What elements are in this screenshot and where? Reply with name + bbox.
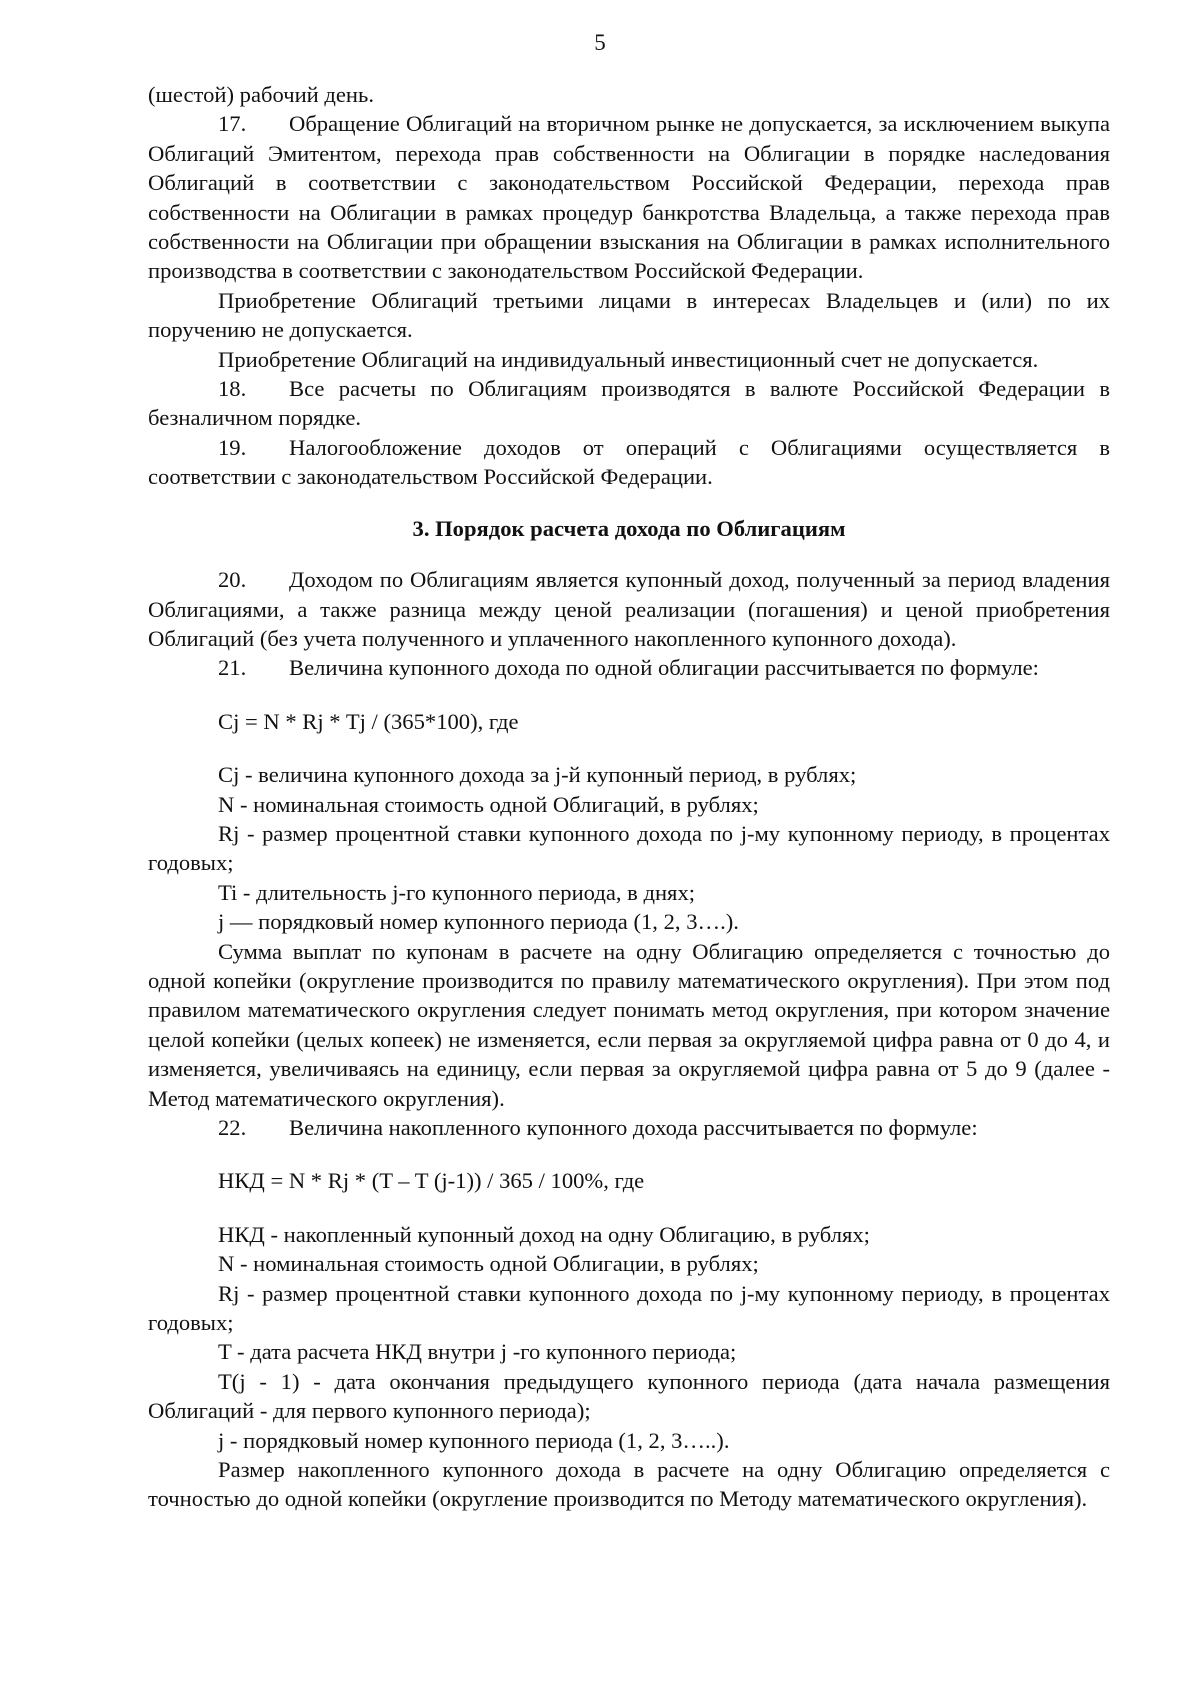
paragraph-22 (148, 1113, 1110, 1142)
page-number: 5 (594, 30, 606, 55)
paragraph-17 (148, 109, 1110, 285)
definition-cj: Cj - величина купонного дохода за j-й купонный период, в рублях; (218, 762, 857, 788)
definition-n-2: N - номинальная стоимость одной Облигации, в рублях; (218, 1251, 759, 1277)
paragraph-18-text: Все расчеты по Облигациям производятся в валюте Российской Федерации в безналичном порядке. (148, 376, 1110, 431)
formula-accrued: НКД = N * Rj * (T – T (j-1)) / 365 / 100%, где (218, 1168, 645, 1194)
definition-rj: Rj - размер процентной ставки купонного дохода по j-му купонному периоду, в процентах годовых; (148, 820, 1110, 876)
paragraph-21 (148, 653, 1110, 682)
paragraph-20-text: Доходом по Облигациям является купонный доход, полученный за период владения Облигациями, а также разница между ценой реализации (погашения) и ценой приобретения Облигаций (без учета полученного и уплаченного накопленного купонного дохода). (148, 567, 1110, 651)
paragraph-22-text: Величина накопленного купонного дохода рассчитывается по формуле: (289, 1115, 978, 1140)
paragraph-continuation: (шестой) рабочий день. (148, 82, 374, 107)
paragraph-20 (148, 565, 1110, 653)
section-heading: 3. Порядок расчета дохода по Облигациям (412, 515, 846, 541)
paragraph-19-text: Налогообложение доходов от операций с Облигациями осуществляется в соответствии с законодательством Российской Федерации. (148, 434, 1110, 490)
paragraph-19 (148, 433, 1110, 492)
paragraph-18 (148, 374, 1110, 433)
definition-j: j — порядковый номер купонного периода (1, 2, 3….). (218, 909, 739, 935)
definition-j-2: j - порядковый номер купонного периода (1, 2, 3…..). (218, 1427, 730, 1453)
item-number-18: 18. (218, 376, 247, 402)
paragraph-17-b: Приобретение Облигаций на индивидуальный инвестиционный счет не допускается. (218, 346, 1039, 372)
definition-t-prev: T(j - 1) - дата окончания предыдущего купонного периода (дата начала размещения Облигаций - для первого купонного периода); (148, 1368, 1110, 1424)
definition-n: N - номинальная стоимость одной Облигаций, в рублях; (218, 791, 759, 817)
item-number-22: 22. (218, 1115, 247, 1140)
item-number-21: 21. (218, 655, 247, 681)
item-number-19: 19. (218, 434, 247, 460)
formula-coupon: Cj = N * Rj * Tj / (365*100), где (218, 708, 519, 734)
paragraph-rounding: Сумма выплат по купонам в расчете на одну Облигацию определяется с точностью до одной копейки (округление производится по правилу математического округления). При этом под правилом математического округления следует понимать метод округления, при котором значение целой копейки (целых копеек) не изменяется, если первая за округляемой цифра равна от 0 до 4, и изменяется, увеличиваясь на единицу, если первая за округляемой цифра равна от 5 до 9 (далее - Метод математического округления). (148, 938, 1110, 1111)
paragraph-17-text: Обращение Облигаций на вторичном рынке не допускается, за исключением выкупа Облигаций Эмитентом, перехода прав собственности на Облигации в порядке наследования Облигаций в соответствии с законодательством Российской Федерации, перехода прав собственности на Облигации в рамках процедур банкротства Владельца, а также перехода прав собственности на Облигации при обращении взыскания на Облигации в рамках исполнительного производства в соответствии с законодательством Российской Федерации. (148, 111, 1110, 284)
definition-ti: Ti - длительность j-го купонного периода, в днях; (218, 879, 696, 905)
definition-t: T - дата расчета НКД внутри j -го купонного периода; (218, 1339, 737, 1365)
paragraph-17-a: Приобретение Облигаций третьими лицами в интересах Владельцев и (или) по их поручению не допускается. (148, 287, 1110, 343)
definition-rj-2: Rj - размер процентной ставки купонного дохода по j-му купонному периоду, в процентах годовых; (148, 1280, 1110, 1336)
document-body (148, 80, 1110, 1514)
paragraph-accrued-rounding: Размер накопленного купонного дохода в расчете на одну Облигацию определяется с точностью до одной копейки (округление производится по Методу математического округления). (148, 1457, 1110, 1512)
definition-nkd: НКД - накопленный купонный доход на одну Облигацию, в рублях; (218, 1221, 870, 1247)
paragraph-21-text: Величина купонного дохода по одной облигации рассчитывается по формуле: (289, 655, 1039, 681)
item-number-17: 17. (218, 111, 247, 137)
item-number-20: 20. (218, 567, 247, 593)
